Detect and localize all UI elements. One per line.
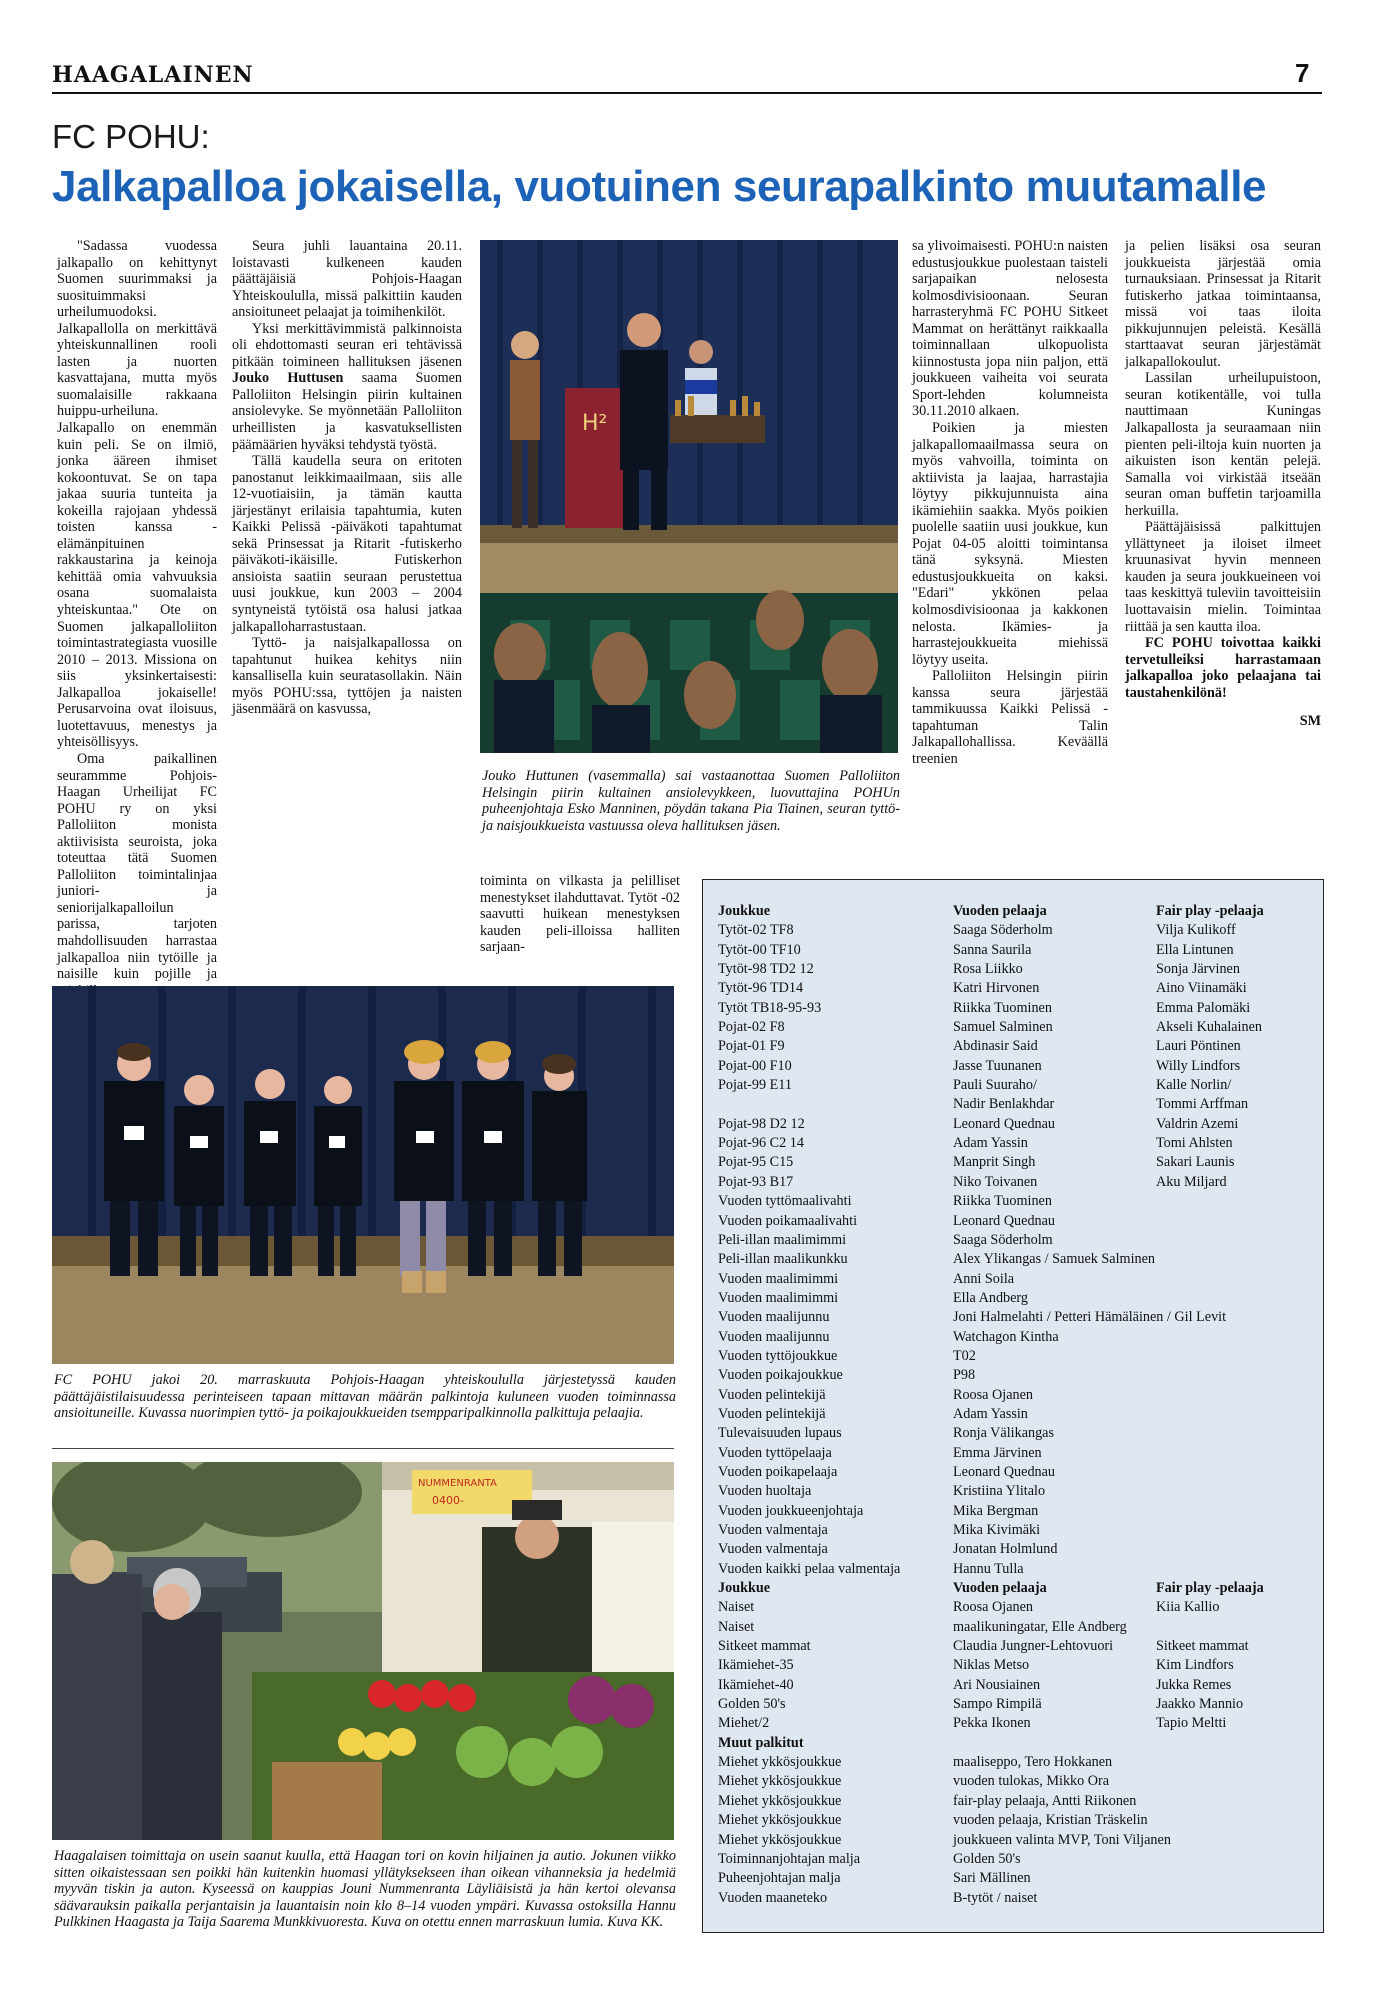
header-rule	[52, 92, 1322, 94]
awards-row	[718, 1057, 1313, 1076]
award-category: Vuoden valmentaja	[718, 1522, 828, 1538]
award-player: maalikuningatar, Elle Andberg	[953, 1618, 1127, 1635]
award-recipient: Roosa Ojanen	[953, 1386, 1033, 1403]
award-category: Vuoden maalijunnu	[718, 1328, 830, 1345]
awards-table	[702, 879, 1324, 1933]
awards-row	[718, 1831, 1313, 1850]
awards-row	[718, 1676, 1313, 1695]
award-category: Vuoden pelintekijä	[718, 1386, 826, 1403]
award-recipient: Leonard Quednau	[953, 1463, 1056, 1480]
award-fair-play: Ella Lintunen	[1156, 941, 1234, 958]
award-fair-play: Tomi Ahlsten	[1156, 1135, 1233, 1152]
awards-row	[718, 1540, 1313, 1559]
award-team	[718, 1095, 953, 1114]
award-category: Vuoden tyttömaalivahti	[718, 1193, 852, 1210]
award-recipient: vuoden tulokas, Mikko Ora	[953, 1773, 1110, 1790]
award-category: Miehet ykkösjoukkue	[718, 1812, 842, 1829]
awards-row	[718, 1405, 1313, 1424]
awards-row	[718, 1134, 1313, 1153]
header-player-of-year: Vuoden pelaaja	[953, 1580, 1047, 1597]
award-player: Niko Toivanen	[953, 1173, 1038, 1190]
paragraph: Päättäjäisissä palkittujen yllättyneet ja iloiset ilmeet kruunasivat hyvin menneen kauden ja seura joukkueineen voi taas keskittyä tuleviin tavoitteisiin luottavaisin mielin. Toimintaa riittää ja sen kautta iloa.	[1125, 519, 1321, 635]
awards-row	[718, 1714, 1313, 1733]
award-category: Miehet ykkösjoukkue	[718, 1754, 842, 1771]
award-recipient: Golden 50's	[953, 1850, 1021, 1867]
awards-header-row	[718, 902, 1313, 921]
award-team: Tytöt-02 TF8	[718, 922, 794, 939]
award-team: Pojat-96 C2 14	[718, 1135, 804, 1152]
award-fair-play: Emma Palomäki	[1156, 999, 1251, 1016]
award-category: Vuoden huoltaja	[718, 1483, 812, 1500]
paragraph: Poikien ja miesten jalkapallomaailmassa seura on myös vahvoilla, toiminta on aktiivista ja laajaa, harrastajia löytyy pikkujunnuista aina ikämiehiin saakka. Myös poikien puolelle saatiin uusi joukkue, kun Pojat 04-05 aloitti toimintansa tänä syksynä. Miesten edustusjoukkueita on kaksi. "Edari" ykkönen pelaa kolmosdivisioonaa ja kakkonen nelosta. Ikämies- ja harrastejoukkueita miehissä löytyy useita.	[912, 420, 1108, 668]
text-run: Yksi merkittävimmistä palkinnoista oli ehdottomasti seuran eri tehtävissä pitkään toimineen hallituksen jäsenen	[232, 320, 462, 370]
award-fair-play: Kim Lindfors	[1156, 1657, 1234, 1674]
award-team: Ikämiehet-35	[718, 1657, 794, 1674]
award-player: Jasse Tuunanen	[953, 1057, 1042, 1074]
paragraph: ja pelien lisäksi osa seuran joukkueista järjestää omia turnauksiaan. Prinsessat ja Ritarit futiskerho jatkaa toimintaansa, missä voi taas iloita pikkujunnujen peleistä. Kesällä starttaavat seuran järjestämät jalkapallokoulut.	[1125, 238, 1321, 370]
award-team: Tytöt-96 TD14	[718, 980, 804, 997]
caption-market-stall: Haagalaisen toimittaja on usein saanut kuulla, että Haagan tori on kovin hiljainen ja autio. Jokunen viikko sitten oikaistessaan sen poikki hän kuitenkin huomasi yllätyksekseen ihan oikean vihanneksia ja hedelmiä myyvän tiskin ja auton. Kyseessä on kauppias Jouni Nummenranta Läyliäisistä ja hän kertoi olevansa säävarauksin paikalla perjantaisin ja lauantaisin noin klo 8–14 vuoden ympäri. Kuvassa ostoksilla Hannu Pulkkinen Haagasta ja Taija Saarema Munkkivuoresta. Kuva on otettu ennen marraskuun lumia. Kuva KK.	[54, 1848, 676, 1931]
award-player: Riikka Tuominen	[953, 999, 1052, 1016]
award-recipient: Joni Halmelahti / Petteri Hämäläinen / Gil Levit	[953, 1309, 1227, 1326]
award-fair-play: Sitkeet mammat	[1156, 1638, 1249, 1655]
awards-row	[718, 999, 1313, 1018]
award-player: Niklas Metso	[953, 1657, 1030, 1674]
photo-market-stall	[52, 1462, 674, 1840]
awards-row	[718, 1212, 1313, 1231]
caption-award-ceremony: Jouko Huttunen (vasemmalla) sai vastaanottaa Suomen Palloliiton Helsingin piirin kultainen ansiolevykkeen, luovuttajina POHUn puheenjohtaja Esko Manninen, pöydän takana Pia Tiainen, seuran tyttö- ja naisjoukkueista vastuussa oleva hallituksen jäsen.	[482, 768, 900, 834]
section-divider	[52, 1448, 674, 1449]
award-category: Vuoden maaneteko	[718, 1889, 828, 1906]
award-team: Pojat-01 F9	[718, 1038, 785, 1055]
award-recipient: P98	[953, 1367, 976, 1384]
award-recipient: Anni Soila	[953, 1270, 1015, 1287]
photo-award-ceremony	[480, 240, 898, 753]
award-category: Vuoden poikajoukkue	[718, 1367, 843, 1384]
article-column-1	[57, 238, 217, 999]
award-recipient: Leonard Quednau	[953, 1212, 1056, 1229]
awards-row	[718, 1192, 1313, 1211]
award-recipient: Sari Mällinen	[953, 1870, 1031, 1887]
award-team: Pojat-99 E11	[718, 1077, 792, 1094]
other-awards-title: Muut palkitut	[718, 1734, 804, 1751]
photo-young-players	[52, 986, 674, 1364]
award-category: Peli-illan maalimimmi	[718, 1231, 847, 1248]
award-fair-play: Kiia Kallio	[1156, 1599, 1220, 1616]
award-fair-play: Jaakko Mannio	[1156, 1696, 1244, 1713]
podium-sign: H²	[582, 411, 608, 436]
awards-row	[718, 1018, 1313, 1037]
awards-row	[718, 1173, 1313, 1192]
awards-row	[718, 1153, 1313, 1172]
paragraph: Tyttö- ja naisjalkapallossa on tapahtunut huikea kehitys niin kansallisella kuin seuratasollakin. Näin myös POHU:ssa, tyttöjen ja naisten jäsenmäärä on kasvussa,	[232, 635, 462, 718]
awards-row	[718, 1618, 1313, 1637]
award-category: Vuoden maalimimmi	[718, 1270, 839, 1287]
awards-row	[718, 1366, 1313, 1385]
award-category: Vuoden maalijunnu	[718, 1309, 830, 1326]
paragraph	[232, 321, 462, 453]
award-player: Claudia Jungner-Lehtovuori	[953, 1638, 1114, 1655]
awards-row	[718, 1231, 1313, 1250]
header-fair-play: Fair play -pelaaja	[1156, 903, 1264, 919]
award-recipient: Adam Yassin	[953, 1405, 1028, 1422]
award-recipient: Riikka Tuominen	[953, 1193, 1052, 1210]
award-player: Roosa Ojanen	[953, 1599, 1033, 1616]
award-player: Leonard Quednau	[953, 1115, 1056, 1132]
paragraph: Lassilan urheilupuistoon, seuran kotikentälle, voi tulla nauttimaan Kuningas Jalkapallosta ja seuraamaan niin pienten peli-iltoja kuin nuorten ja aikuisten ison kentän pelejä. Samalla voi virkistää itseään seuran oman buffetin tarjoamilla herkuilla.	[1125, 370, 1321, 519]
award-player: Nadir Benlakhdar	[953, 1096, 1055, 1113]
article-signature: SM	[1299, 713, 1321, 730]
awards-row	[718, 1656, 1313, 1675]
award-fair-play: Vilja Kulikoff	[1156, 922, 1236, 939]
award-recipient: Emma Järvinen	[953, 1444, 1042, 1461]
award-recipient: joukkueen valinta MVP, Toni Viljanen	[953, 1831, 1171, 1848]
award-category: Tulevaisuuden lupaus	[718, 1425, 842, 1442]
awards-row	[718, 1463, 1313, 1482]
award-team: Tytöt TB18-95-93	[718, 999, 822, 1016]
award-recipient: Mika Bergman	[953, 1502, 1039, 1519]
header-team: Joukkue	[718, 1580, 771, 1597]
awards-row	[718, 1560, 1313, 1579]
market-sign: NUMMENRANTA	[418, 1478, 497, 1489]
awards-row	[718, 1521, 1313, 1540]
award-player: Ari Nousiainen	[953, 1676, 1041, 1693]
text-run: saama Suomen Palloliiton Helsingin piirin kultainen ansiolevyke. Se myönnetään Palloliiton urheillisten ja kasvatuksellisten päämäärien hyväksi tehdystä työstä.	[232, 370, 462, 453]
award-team: Pojat-00 F10	[718, 1057, 792, 1074]
awards-row	[718, 1502, 1313, 1521]
award-recipient: Hannu Tulla	[953, 1560, 1024, 1577]
award-player: Adam Yassin	[953, 1135, 1028, 1152]
award-recipient: Ella Andberg	[953, 1289, 1028, 1306]
award-team: Pojat-98 D2 12	[718, 1115, 805, 1132]
awards-row	[718, 1076, 1313, 1095]
awards-row	[718, 1115, 1313, 1134]
paragraph: "Sadassa vuodessa jalkapallo on kehittynyt Suomen suurimmaksi ja suosituimmaksi urheilumuodoksi. Jalkapallolla on merkittävä yhteiskunnallinen rooli lasten ja nuorten kasvattajana, mutta myös suomalaisille rakkaana huippu-urheiluna. Jalkapallo on enemmän kuin peli. Se on ilmiö, jonka ääreen ihmiset kokoontuvat. Se on tapa jakaa suuria tunteita ja kokeilla rajojaan yhdessä toisten kanssa - elämänpituinen rakkaustarina ja keinoja kehittää omia vahvuuksia osana suomalaista yhteiskuntaa." Ote on Suomen jalkapalloliiton toimintastrategiasta vuosille 2010 – 2013. Missiona on siis yksinkertaisesti: Jalkapalloa jokaiselle! Perusarvoina ovat iloisuus, luotettavuus, menestys ja yhteisöllisyys.	[57, 238, 217, 751]
award-category: Vuoden poikapelaaja	[718, 1463, 838, 1480]
awards-row	[718, 979, 1313, 998]
award-recipient: vuoden pelaaja, Kristian Träskelin	[953, 1812, 1148, 1829]
awards-row	[718, 1695, 1313, 1714]
awards-row	[718, 1289, 1313, 1308]
paragraph: Tällä kaudella seura on eritoten panostanut leikkimaailmaan, siis alle 12-vuotiaisiin, ja tämän kautta järjestänyt erilaisia tapahtumia, kuten Kaikki Pelissä -päiväkoti tapahtumat sekä Prinsessat ja Ritarit -futiskerho päiväkoti-ikäisille. Futiskerhon ansioista saatiin seuraan perustettua uusi joukkue, kun 2003 – 2004 syntyneistä tytöistä osa halusi jatkaa jalkapalloharrastustaan.	[232, 453, 462, 635]
header-fair-play: Fair play -pelaaja	[1156, 1580, 1264, 1597]
award-fair-play: Akseli Kuhalainen	[1156, 1019, 1262, 1036]
article-kicker: FC POHU:	[52, 118, 210, 155]
award-category: Peli-illan maalikunkku	[718, 1251, 848, 1268]
award-recipient: Saaga Söderholm	[953, 1231, 1053, 1248]
award-fair-play: Tommi Arffman	[1156, 1096, 1249, 1113]
paragraph: Palloliiton Helsingin piirin kanssa seura järjestää tammikuussa Kaikki Pelissä -tapahtuman Talin Jalkapallohallissa. Keväällä treenien	[912, 668, 1108, 767]
award-category: Miehet ykkösjoukkue	[718, 1773, 842, 1790]
paragraph: Oma paikallinen seurammme Pohjois-Haagan Urheilijat FC POHU ry on yksi Palloliiton monista aktiivisista seuroista, joka toteuttaa tätä Suomen Palloliiton toimintalinjaa juniori- ja seniorijalkapalloilun parissa, tarjoten mahdollisuuden harrastaa jalkapalloa niin tytöille ja naisille kuin pojille ja	[57, 750, 217, 983]
award-team: Pojat-93 B17	[718, 1173, 794, 1190]
awards-row	[718, 1792, 1313, 1811]
award-team: Pojat-02 F8	[718, 1019, 785, 1036]
awards-row	[718, 1598, 1313, 1617]
closing-invitation: FC POHU toivottaa kaikki tervetulleiksi harrastamaan jalkapalloa joko pelaajana tai taustahenkilönä!	[1125, 635, 1321, 701]
award-recipient: Alex Ylikangas / Samuek Salminen	[953, 1251, 1156, 1268]
award-recipient: T02	[953, 1347, 976, 1364]
award-fair-play: Aku Miljard	[1156, 1173, 1227, 1190]
award-player: Sanna Saurila	[953, 941, 1032, 958]
award-fair-play: Lauri Pöntinen	[1156, 1038, 1241, 1055]
award-player: Abdinasir Said	[953, 1038, 1038, 1055]
award-team: Tytöt-98 TD2 12	[718, 961, 814, 978]
award-player: Pekka Ikonen	[953, 1715, 1031, 1732]
award-recipient: Watchagon Kintha	[953, 1328, 1059, 1345]
award-player: Saaga Söderholm	[953, 922, 1053, 939]
other-awards-header	[718, 1734, 1313, 1753]
award-category: Vuoden kaikki pelaa valmentaja	[718, 1560, 901, 1577]
award-team: Sitkeet mammat	[718, 1638, 811, 1655]
award-category: Vuoden tyttöjoukkue	[718, 1347, 838, 1364]
awards-row	[718, 1308, 1313, 1327]
award-recipient: Ronja Välikangas	[953, 1425, 1055, 1442]
award-recipient: Mika Kivimäki	[953, 1522, 1041, 1538]
person-name: Jouko Huttusen	[232, 370, 344, 387]
article-column-5	[1125, 238, 1321, 730]
article-column-2	[232, 238, 462, 718]
award-category: Vuoden valmentaja	[718, 1541, 828, 1558]
award-recipient: maaliseppo, Tero Hokkanen	[953, 1754, 1113, 1771]
award-team: Golden 50's	[718, 1696, 786, 1713]
award-player: Samuel Salminen	[953, 1019, 1053, 1036]
awards-row	[718, 1270, 1313, 1289]
header-player-of-year: Vuoden pelaaja	[953, 903, 1047, 919]
award-fair-play	[1156, 1618, 1313, 1637]
awards-row	[718, 1386, 1313, 1405]
award-category: Toiminnanjohtajan malja	[718, 1850, 861, 1867]
awards-row	[718, 1811, 1313, 1830]
award-category: Vuoden poikamaalivahti	[718, 1212, 858, 1229]
award-recipient: B-tytöt / naiset	[953, 1889, 1038, 1906]
awards-row	[718, 1869, 1313, 1888]
award-recipient: Kristiina Ylitalo	[953, 1483, 1046, 1500]
awards-row	[718, 1424, 1313, 1443]
award-ceremony-image	[480, 240, 898, 753]
award-player: Katri Hirvonen	[953, 980, 1040, 997]
award-fair-play: Sonja Järvinen	[1156, 961, 1240, 978]
awards-row	[718, 1250, 1313, 1269]
award-player: Pauli Suuraho/	[953, 1077, 1037, 1094]
awards-row	[718, 1850, 1313, 1869]
award-team: Naiset	[718, 1618, 755, 1635]
award-player: Rosa Liikko	[953, 961, 1023, 978]
awards-row	[718, 1482, 1313, 1501]
award-fair-play: Willy Lindfors	[1156, 1057, 1241, 1074]
awards-row	[718, 1753, 1313, 1772]
award-player: Sampo Rimpilä	[953, 1696, 1042, 1713]
article-column-3	[480, 873, 680, 956]
award-recipient: Jonatan Holmlund	[953, 1541, 1058, 1558]
page-number: 7	[1295, 58, 1310, 88]
young-players-image	[52, 986, 674, 1364]
awards-row	[718, 1347, 1313, 1366]
caption-young-players: FC POHU jakoi 20. marraskuuta Pohjois-Haagan yhteiskoululla järjestetyssä kauden päättäjäistilaisuudessa perinteiseen tapaan mittavan määrän palkintoja kuluneen vuoden toiminnassa ansioituneille. Kuvassa nuorimpien tyttö- ja poikajoukkueiden tsempparipalkinnolla palkittuja pelaajia.	[54, 1372, 676, 1422]
award-category: Puheenjohtajan malja	[718, 1870, 841, 1887]
awards-row	[718, 1444, 1313, 1463]
award-category: Vuoden tyttöpelaaja	[718, 1444, 832, 1461]
awards-header-row	[718, 1579, 1313, 1598]
awards-row	[718, 960, 1313, 979]
header-team: Joukkue	[718, 903, 771, 919]
award-category: Vuoden pelintekijä	[718, 1405, 826, 1422]
awards-row	[718, 1637, 1313, 1656]
paragraph: Seura juhli lauantaina 20.11. loistavasti kulkeneen kauden päättäjäisiä Pohjois-Haagan Yhteiskoululla, missä palkittiin kauden ansioituneet pelaajat ja toimihenkilöt.	[232, 238, 462, 321]
award-fair-play: Sakari Launis	[1156, 1154, 1235, 1171]
market-phone: 0400-	[432, 1494, 464, 1507]
award-team: Ikämiehet-40	[718, 1676, 794, 1693]
award-recipient: fair-play pelaaja, Antti Riikonen	[953, 1792, 1137, 1809]
award-team: Pojat-95 C15	[718, 1154, 794, 1171]
market-stall-image	[52, 1462, 674, 1840]
awards-row	[718, 921, 1313, 940]
award-team: Tytöt-00 TF10	[718, 941, 801, 958]
article-headline: Jalkapalloa jokaisella, vuotuinen seurapalkinto muutamalle	[52, 162, 1267, 211]
award-team: Naiset	[718, 1599, 755, 1616]
awards-row	[718, 941, 1313, 960]
paragraph: sa ylivoimaisesti. POHU:n naisten edustusjoukkue puolestaan taisteli sarjapaikan nelosesta kolmosdivisioonaan. Seuran harrasteryhmä FC POHU Sitkeet Mammat on herättänyt raikkaalla toiminnallaan ulkopuolista kiinnostusta jopa niin paljon, että joukkueen vaiheita voi seurata Sport-lehden kolumneista 30.11.2010 alkaen.	[912, 238, 1108, 420]
award-fair-play: Jukka Remes	[1156, 1676, 1232, 1693]
award-fair-play: Kalle Norlin/	[1156, 1077, 1232, 1094]
awards-table-content	[718, 902, 1313, 1908]
awards-row	[718, 1095, 1313, 1114]
awards-row	[718, 1037, 1313, 1056]
awards-row	[718, 1772, 1313, 1791]
award-category: Miehet ykkösjoukkue	[718, 1792, 842, 1809]
award-category: Miehet ykkösjoukkue	[718, 1831, 842, 1848]
award-fair-play: Valdrin Azemi	[1156, 1115, 1239, 1132]
award-category: Vuoden maalimimmi	[718, 1289, 839, 1306]
award-fair-play: Tapio Meltti	[1156, 1715, 1227, 1732]
award-player: Manprit Singh	[953, 1154, 1036, 1171]
award-category: Vuoden joukkueenjohtaja	[718, 1502, 864, 1519]
award-fair-play: Aino Viinamäki	[1156, 980, 1247, 997]
award-team: Miehet/2	[718, 1715, 770, 1732]
paragraph: toiminta on vilkasta ja pelilliset menestykset ilahduttavat. Tytöt -02 saavutti huikean menestyksen kauden peli-illoissa halliten sarjaan-	[480, 873, 680, 956]
masthead: HAAGALAINEN	[52, 62, 254, 88]
article-column-4	[912, 238, 1108, 768]
awards-row	[718, 1889, 1313, 1908]
awards-row	[718, 1328, 1313, 1347]
